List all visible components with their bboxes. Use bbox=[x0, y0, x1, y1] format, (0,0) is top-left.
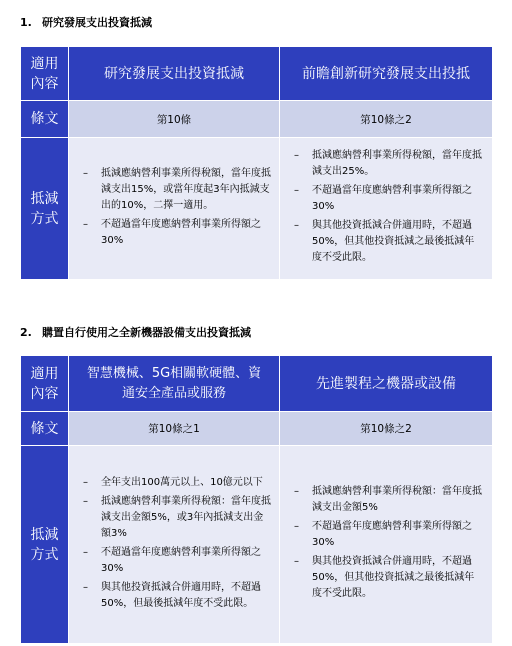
list-item: – 抵減應納營利事業所得稅額，當年度抵減支出15%，或當年度起3年內抵減支出的10%，二擇一適用。 bbox=[83, 166, 271, 214]
section1-heading bbox=[20, 14, 152, 30]
list-item: – 全年支出100萬元以上、10億元以下 bbox=[83, 475, 271, 491]
col2-header-text: 前瞻創新研究發展支出投抵 bbox=[302, 65, 470, 82]
section1-col1-article: 第10條 bbox=[69, 101, 280, 138]
section1-number: 1. bbox=[20, 16, 32, 29]
section1-table bbox=[20, 46, 493, 280]
list-item: – 與其他投資抵減合併適用時，不超過50%，但其他投資抵減之最後抵減年度不受此限。 bbox=[294, 218, 484, 266]
list-item: – 不超過當年度應納營利事業所得額之30% bbox=[294, 519, 484, 551]
section2-col2-article: 第10條之2 bbox=[280, 412, 493, 446]
section2-heading bbox=[20, 324, 251, 340]
section2-corner-header bbox=[21, 356, 69, 412]
section2-number: 2. bbox=[20, 326, 32, 339]
section2-title: 購置自行使用之全新機器設備支出投資抵減 bbox=[42, 326, 251, 339]
section2-table bbox=[20, 355, 493, 644]
corner-header-line1: 適用 bbox=[30, 365, 59, 382]
section1-col1-header bbox=[69, 47, 280, 101]
list-item: – 與其他投資抵減合併適用時，不超過50%，但最後抵減年度不受此限。 bbox=[83, 580, 271, 612]
section1-col2-article: 第10條之2 bbox=[280, 101, 493, 138]
corner-header-line2: 內容 bbox=[30, 75, 59, 92]
list-item: – 不超過當年度應納營利事業所得額之30% bbox=[294, 183, 484, 215]
list-item: – 不超過當年度應納營利事業所得額之30% bbox=[83, 217, 271, 249]
section1-corner-header bbox=[21, 47, 69, 101]
section1-method-label bbox=[21, 138, 69, 280]
section1-title: 研究發展支出投資抵減 bbox=[42, 16, 152, 29]
section2-col1-header bbox=[69, 356, 280, 412]
method-label-line1: 抵減 bbox=[30, 526, 59, 543]
method-label-line2: 方式 bbox=[30, 546, 59, 563]
list-item: – 抵減應納營利事業所得稅額，當年度抵減支出25%。 bbox=[294, 148, 484, 180]
section2-col1-body bbox=[69, 446, 280, 644]
section1-col2-body bbox=[280, 138, 493, 280]
section1-col1-body bbox=[69, 138, 280, 280]
method-label-line2: 方式 bbox=[30, 210, 59, 227]
corner-header-line1: 適用 bbox=[30, 55, 59, 72]
section2-article-label: 條文 bbox=[21, 412, 69, 446]
col2-header-text: 先進製程之機器或設備 bbox=[316, 375, 456, 392]
section2-method-label bbox=[21, 446, 69, 644]
section2-col2-header bbox=[280, 356, 493, 412]
col1-header-text: 研究發展支出投資抵減 bbox=[104, 65, 244, 82]
list-item: – 抵減應納營利事業所得稅額：當年度抵減支出金額5%，或3年內抵減支出金額3% bbox=[83, 494, 271, 542]
list-item: – 與其他投資抵減合併適用時，不超過50%，但其他投資抵減之最後抵減年度不受此限。 bbox=[294, 554, 484, 602]
col1-header-line1: 智慧機械、5G相關軟硬體、資 bbox=[86, 365, 262, 381]
col1-header-line2: 通安全產品或服務 bbox=[121, 385, 226, 401]
list-item: – 抵減應納營利事業所得稅額：當年度抵減支出金額5% bbox=[294, 484, 484, 516]
corner-header-line2: 內容 bbox=[30, 385, 59, 402]
method-label-line1: 抵減 bbox=[30, 190, 59, 207]
section2-col2-body bbox=[280, 446, 493, 644]
section1-col2-header bbox=[280, 47, 493, 101]
section2-col1-article: 第10條之1 bbox=[69, 412, 280, 446]
section1-article-label: 條文 bbox=[21, 101, 69, 138]
list-item: – 不超過當年度應納營利事業所得額之30% bbox=[83, 545, 271, 577]
